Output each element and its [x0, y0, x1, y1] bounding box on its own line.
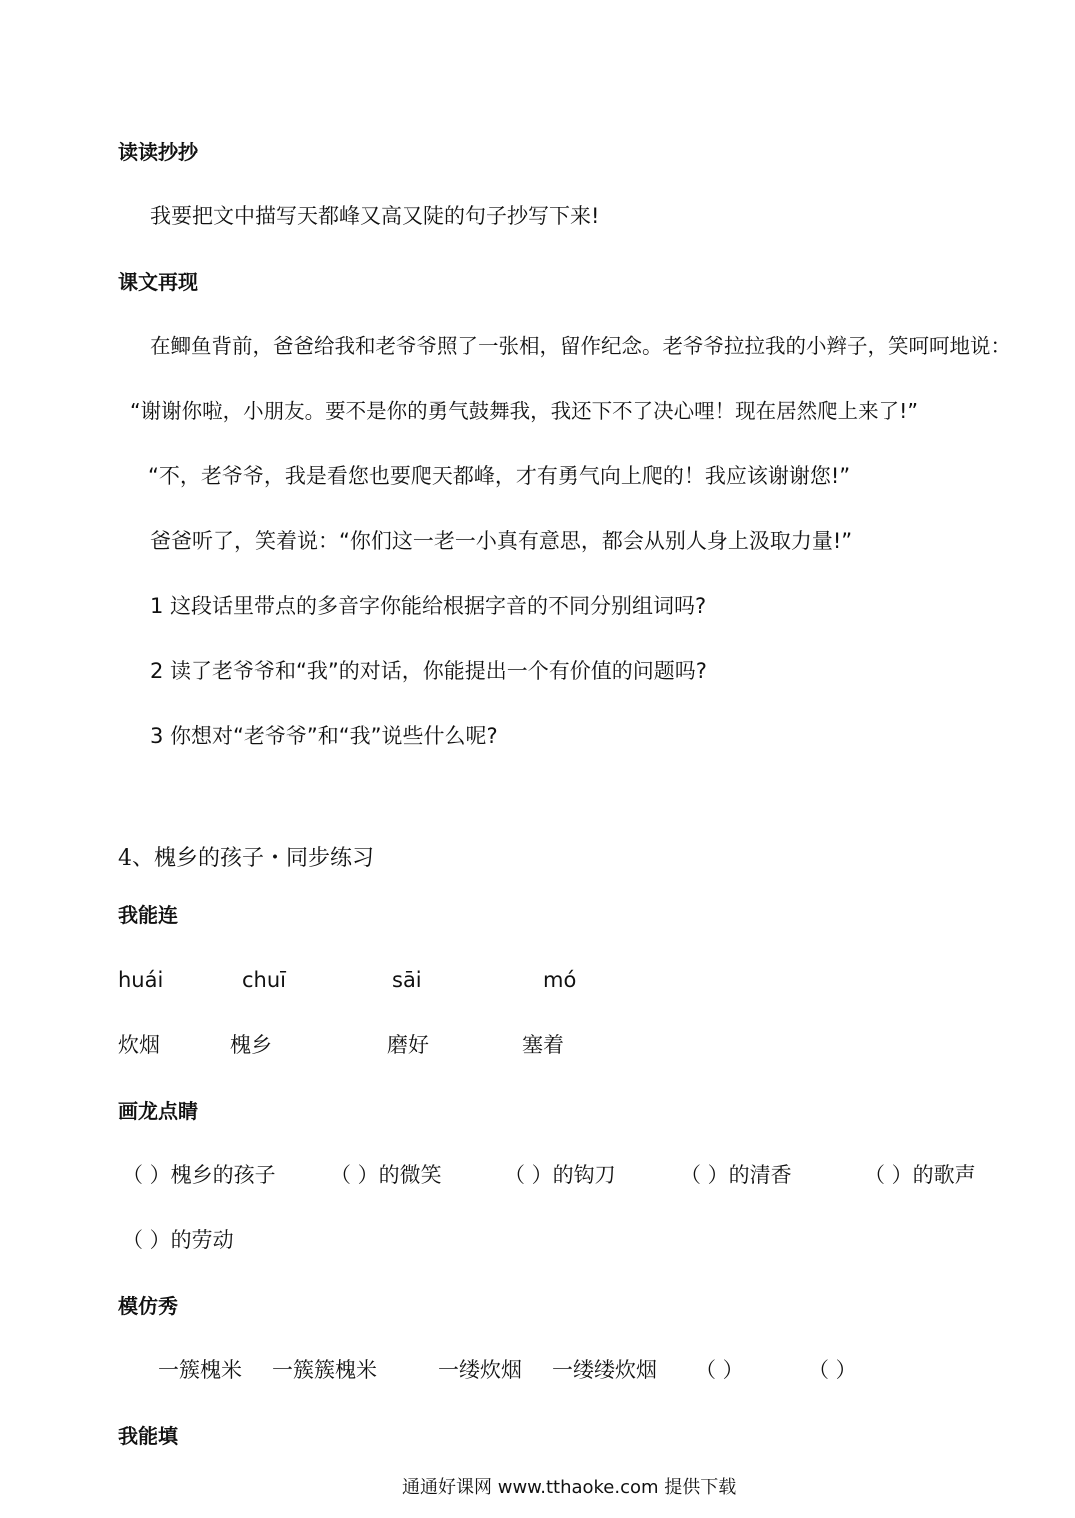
imitate-item: 一缕缕炊烟	[552, 1358, 657, 1382]
text-review-para1-line1: 在鲫鱼背前，爸爸给我和老爷爷照了一张相，留作纪念。老爷爷拉拉我的小辫子，笑呵呵地说：	[150, 334, 1011, 358]
question-1: 1 这段话里带点的多音字你能给根据字音的不同分别组词吗?	[150, 594, 707, 618]
imitate-item: 一簇簇槐米	[272, 1358, 377, 1382]
pinyin-item: huái	[118, 968, 164, 992]
pinyin-item: chuī	[242, 968, 286, 992]
fill-blank-item: （ ）的钩刀	[504, 1163, 616, 1187]
fill-blank-item: （ ）槐乡的孩子	[122, 1163, 276, 1187]
fill-blank-item: （ ）的清香	[680, 1163, 792, 1187]
fill-blank-item: （ ）的歌声	[864, 1163, 976, 1187]
word-item: 炊烟	[118, 1033, 160, 1057]
page-footer: 通通好课网 www.tthaoke.com 提供下载	[402, 1477, 737, 1498]
section-heading-imitate: 模仿秀	[118, 1294, 178, 1318]
question-2: 2 读了老爷爷和“我”的对话，你能提出一个有价值的问题吗?	[150, 659, 707, 683]
section-heading-read-copy: 读读抄抄	[118, 140, 198, 164]
read-copy-instruction: 我要把文中描写天都峰又高又陡的句子抄写下来!	[150, 204, 600, 228]
section-heading-text-review: 课文再现	[118, 270, 198, 294]
question-3: 3 你想对“老爷爷”和“我”说些什么呢?	[150, 724, 498, 748]
imitate-item: 一簇槐米	[158, 1358, 242, 1382]
text-review-para2: “不，老爷爷，我是看您也要爬天都峰，才有勇气向上爬的！我应该谢谢您!”	[148, 464, 851, 488]
word-item: 槐乡	[230, 1033, 272, 1057]
fill-blank-item: （ ）的微笑	[330, 1163, 442, 1187]
imitate-item: 一缕炊烟	[438, 1358, 522, 1382]
section-heading-fill-in: 我能填	[118, 1424, 178, 1448]
imitate-blank: （ ）	[808, 1358, 857, 1382]
pinyin-item: sāi	[392, 968, 422, 992]
imitate-blank: （ ）	[695, 1358, 744, 1382]
section-heading-fill-blank: 画龙点睛	[118, 1099, 198, 1123]
pinyin-item: mó	[543, 968, 577, 992]
lesson-title: 4、槐乡的孩子・同步练习	[118, 846, 374, 871]
section-heading-matching: 我能连	[118, 903, 178, 927]
word-item: 磨好	[387, 1033, 429, 1057]
word-item: 塞着	[522, 1033, 564, 1057]
text-review-para1-line2: “谢谢你啦，小朋友。要不是你的勇气鼓舞我，我还下不了决心哩！现在居然爬上来了!”	[130, 399, 918, 423]
text-review-para3: 爸爸听了，笑着说：“你们这一老一小真有意思，都会从别人身上汲取力量!”	[150, 529, 853, 553]
fill-blank-item: （ ）的劳动	[122, 1228, 234, 1252]
